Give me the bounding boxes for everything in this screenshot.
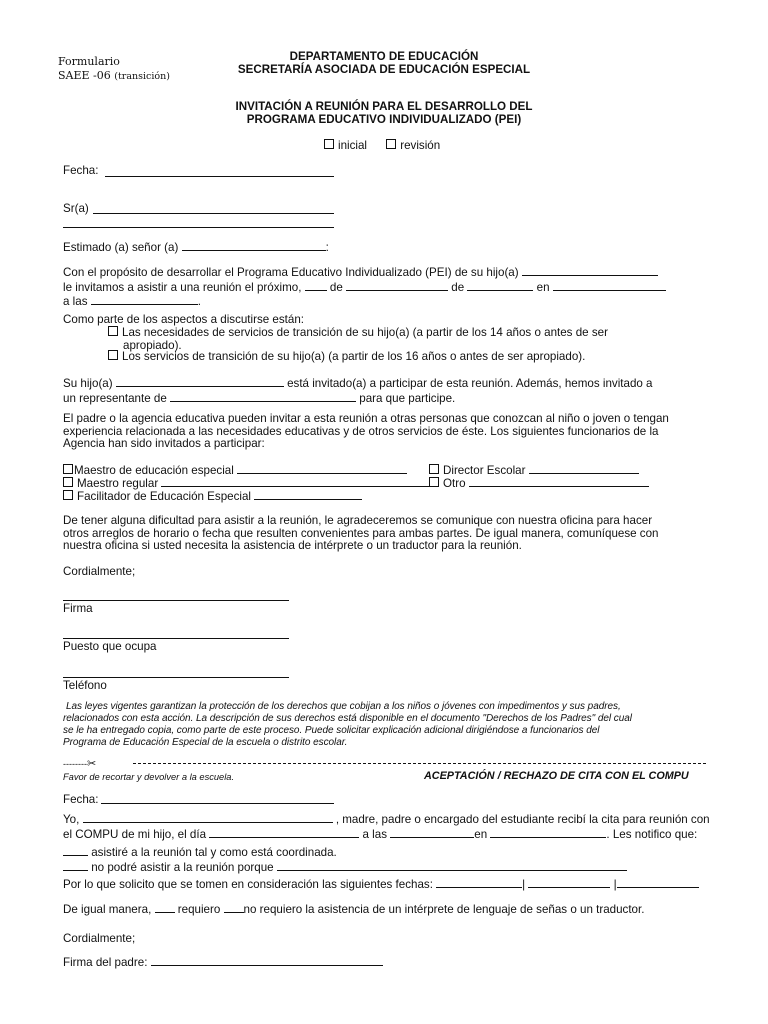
- header-dept: DEPARTAMENTO DE EDUCACIÓN: [289, 50, 479, 63]
- salutation-text: Estimado (a) señor (a): [63, 241, 179, 254]
- reply-en-text: en: [474, 827, 488, 841]
- aspect-14-text-cont: apropiado).: [123, 338, 182, 352]
- legal-line3: se le ha entregado copia, como parte de este proceso. Puede solicitar explicación adicional dirigiéndose a funcionarios del: [63, 725, 600, 736]
- yo-text: Yo,: [63, 813, 80, 826]
- reply-day-field[interactable]: [209, 827, 359, 838]
- not-requires-text: no requiero la asistencia de un intérprete de lenguaje de señas o un traductor.: [243, 903, 645, 916]
- parent-signature-label: Firma del padre:: [63, 956, 148, 969]
- receipt-text: , madre, padre o encargado del estudiante recibí la cita para reunión con: [335, 813, 710, 826]
- reply-a-las-text: a las: [362, 827, 388, 841]
- time-field[interactable]: [91, 294, 198, 305]
- aspect-16-checkbox[interactable]: [108, 350, 118, 360]
- facilitador-label: Facilitador de Educación Especial: [77, 490, 252, 503]
- difficulty-line3: nuestra oficina si usted necesita la asistencia de intérprete o un traductor para la reunión.: [63, 539, 522, 552]
- doc-title-line1: INVITACIÓN A REUNIÓN PARA EL DESARROLLO DEL: [235, 100, 533, 113]
- others-line3: Agencia han sido invitados a participar:: [63, 437, 265, 450]
- initial-checkbox-box[interactable]: [324, 139, 334, 149]
- participant-facilitador: [63, 489, 362, 504]
- cut-line: [63, 757, 706, 769]
- aspect-item-14: [108, 326, 608, 352]
- form-label-line1: Formulario: [58, 55, 120, 68]
- facilitador-checkbox[interactable]: [63, 490, 73, 500]
- date-sep-1: |: [522, 878, 526, 891]
- revision-checkbox[interactable]: [386, 139, 440, 152]
- type-options: [324, 139, 440, 152]
- parent-signature: [63, 955, 383, 969]
- aspect-14-checkbox[interactable]: [108, 326, 118, 336]
- sra-field[interactable]: [93, 213, 334, 214]
- form-code: [58, 69, 170, 84]
- not-requires-field[interactable]: [224, 902, 244, 913]
- reply-fecha-label: Fecha:: [63, 793, 99, 806]
- form-code-suffix: (transición): [114, 71, 170, 82]
- paragraph-others: [63, 413, 669, 451]
- salutation: [63, 240, 329, 254]
- year-field[interactable]: [467, 280, 533, 291]
- date-option-3[interactable]: [617, 877, 699, 888]
- fecha-field[interactable]: [105, 176, 334, 177]
- aspect-item-16: [108, 350, 585, 364]
- de-text-1: de: [329, 280, 343, 294]
- interpreter-intro: De igual manera,: [63, 903, 152, 916]
- attend-check-field[interactable]: [63, 845, 88, 856]
- requires-field[interactable]: [155, 902, 175, 913]
- fecha-label: Fecha:: [63, 164, 99, 177]
- place-field[interactable]: [553, 280, 666, 291]
- initial-label: inicial: [338, 139, 367, 152]
- facilitador-field[interactable]: [254, 489, 362, 500]
- en-text: en: [536, 280, 550, 294]
- others-line2: experiencia relacionada a las necesidades educativas y de otros servicios de éste. Los siguientes funcionarios de la: [63, 424, 659, 438]
- difficulty-line2: otros arreglos de horario o fecha que resulten convenientes para ambas partes. De igual manera, comuníquese con: [63, 526, 659, 540]
- maestro-regular-checkbox[interactable]: [63, 477, 73, 487]
- su-hijo-text: Su hijo(a): [63, 377, 113, 390]
- aspect-16-text: Los servicios de transición de su hijo(a) (a partir de los 16 años o antes de ser apropiado).: [122, 350, 586, 363]
- legal-line2: relacionados con esta acción. La descripción de sus derechos está disponible en el documento "Derechos de los Padres" del cual: [63, 713, 632, 724]
- phone-field[interactable]: [63, 677, 289, 678]
- paragraph-purpose: [63, 265, 666, 309]
- scissors-icon: ✂: [86, 758, 97, 770]
- director-field[interactable]: [529, 463, 639, 474]
- difficulty-line1: De tener alguna dificultad para asistir a la reunión, le agradeceremos se comunique con nuestra oficina para hacer: [63, 514, 653, 527]
- others-line1: El padre o la agencia educativa pueden invitar a esta reunión a otras personas que conozcan al niño o joven o tengan: [63, 412, 669, 425]
- dates-text: Por lo que solicito que se tomen en consideración las siguientes fechas:: [63, 878, 433, 891]
- salutation-colon: :: [325, 241, 329, 254]
- header-sec: SECRETARÍA ASOCIADA DE EDUCACIÓN ESPECIAL: [237, 63, 531, 76]
- representante-text: un representante de: [63, 391, 167, 405]
- invited-text: está invitado(a) a participar de esta reunión. Además, hemos invitado a: [287, 377, 653, 390]
- cut-dashed-rule: [133, 763, 706, 764]
- position-field[interactable]: [63, 638, 289, 639]
- period: .: [197, 295, 201, 308]
- reply-receipt: [63, 812, 710, 841]
- legal-line1: Las leyes vigentes garantizan la protección de los derechos que cobijan a los niños o jóvenes con impedimentos y sus padres,: [66, 701, 621, 712]
- director-checkbox[interactable]: [429, 464, 439, 474]
- purpose-text: Con el propósito de desarrollar el Programa Educativo Individualizado (PEI) de su hijo(a): [63, 266, 519, 279]
- reply-options: [63, 845, 627, 874]
- requires-text: requiero: [177, 903, 221, 916]
- form-label: [58, 55, 170, 84]
- parent-signature-field[interactable]: [151, 955, 383, 966]
- reply-closing: Cordialmente;: [63, 932, 136, 945]
- date-option-1[interactable]: [436, 877, 522, 888]
- participe-text: para que participe.: [359, 391, 456, 405]
- month-field[interactable]: [346, 280, 448, 291]
- signature-field[interactable]: [63, 600, 289, 601]
- attend-text: asistiré a la reunión tal y como está coordinada.: [91, 846, 337, 859]
- not-attend-text: no podré asistir a la reunión porque: [91, 860, 274, 874]
- reply-interpreter: [63, 902, 644, 917]
- revision-label: revisión: [400, 139, 441, 152]
- otro-checkbox[interactable]: [429, 477, 439, 487]
- legal-line4: Programa de Educación Especial de la escuela o distrito escolar.: [63, 737, 348, 748]
- maestro-especial-label: Maestro de educación especial: [74, 464, 234, 477]
- sra-label: Sr(a): [63, 202, 89, 215]
- date-option-2[interactable]: [528, 877, 610, 888]
- otro-label: Otro: [443, 477, 466, 490]
- reply-dates: [63, 877, 699, 892]
- notify-text: . Les notifico que:: [606, 827, 698, 841]
- reply-section-title: ACEPTACIÓN / RECHAZO DE CITA CON EL COMPU: [424, 770, 689, 782]
- reply-fecha-field[interactable]: [101, 803, 334, 804]
- maestro-regular-field[interactable]: [161, 476, 431, 487]
- reason-field[interactable]: [277, 860, 627, 871]
- parent-name-field[interactable]: [83, 812, 333, 823]
- closing: Cordialmente;: [63, 565, 136, 578]
- aspects-intro: Como parte de los aspectos a discutirse están:: [63, 313, 305, 326]
- signature-label: Firma: [63, 602, 93, 615]
- revision-checkbox-box[interactable]: [386, 139, 396, 149]
- participant-otro: [429, 476, 649, 491]
- maestro-especial-checkbox[interactable]: [63, 464, 73, 474]
- paragraph-difficulty: [63, 515, 659, 553]
- initial-checkbox[interactable]: [324, 139, 367, 152]
- maestro-especial-field[interactable]: [237, 463, 407, 474]
- legal-notice: [63, 701, 632, 749]
- address-field[interactable]: [63, 227, 334, 228]
- cut-dashes-left: --------: [63, 759, 87, 769]
- a-las-text: a las: [63, 295, 88, 308]
- reply-place-field[interactable]: [490, 827, 606, 838]
- form-code-text: SAEE -06: [58, 69, 111, 82]
- invite-text: le invitamos a asistir a una reunión el próximo,: [63, 280, 302, 294]
- date-sep-2: |: [613, 878, 617, 891]
- otro-field[interactable]: [469, 476, 649, 487]
- aspect-14-text: Las necesidades de servicios de transición de su hijo(a) (a partir de los 14 años o antes de ser: [122, 326, 608, 339]
- salutation-name-field[interactable]: [182, 240, 326, 251]
- compu-text: el COMPU de mi hijo, el día: [63, 827, 207, 841]
- paragraph-child-invited: [63, 376, 653, 405]
- representative-field[interactable]: [170, 391, 356, 402]
- position-label: Puesto que ocupa: [63, 640, 157, 653]
- cut-instruction: Favor de recortar y devolver a la escuela.: [63, 772, 235, 782]
- day-field[interactable]: [305, 280, 327, 291]
- doc-title-line2: PROGRAMA EDUCATIVO INDIVIDUALIZADO (PEI): [246, 113, 522, 126]
- reply-time-field[interactable]: [390, 827, 474, 838]
- maestro-regular-label: Maestro regular: [77, 477, 159, 490]
- child-name-field[interactable]: [522, 265, 658, 276]
- not-attend-check-field[interactable]: [63, 860, 88, 871]
- de-text-2: de: [451, 280, 465, 294]
- child-name-field-2[interactable]: [116, 376, 284, 387]
- director-label: Director Escolar: [443, 464, 526, 477]
- phone-label: Teléfono: [63, 679, 107, 692]
